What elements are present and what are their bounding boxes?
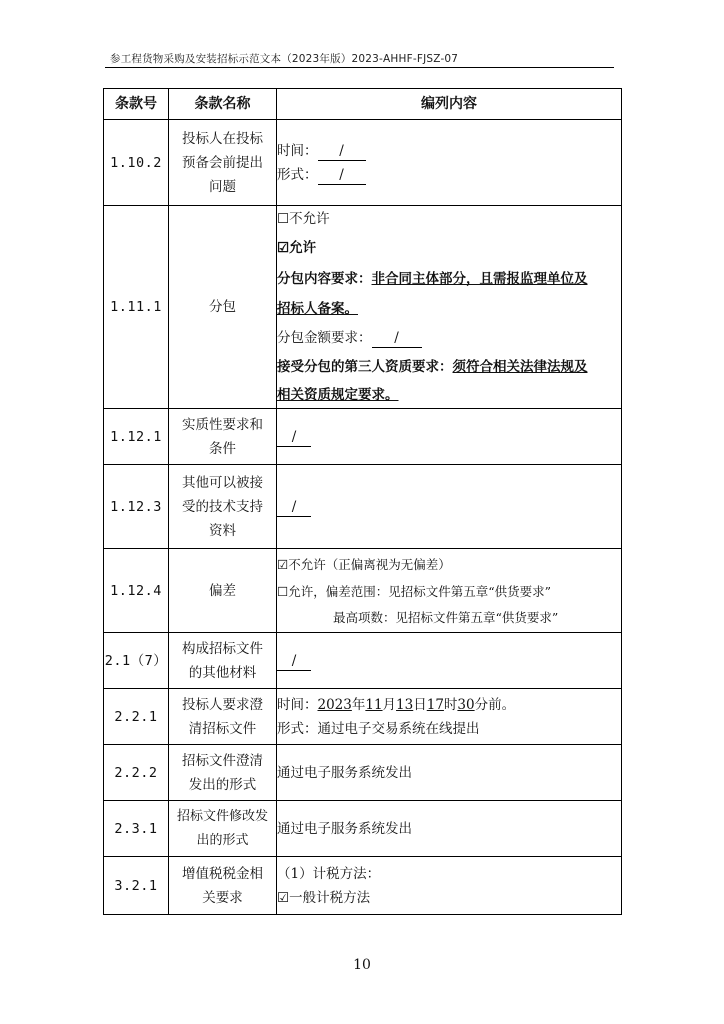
clause-name-line: 的其他材料 xyxy=(188,664,257,681)
page-number: 10 xyxy=(353,957,371,973)
clause-number: 1.10.2 xyxy=(104,120,169,206)
clause-number: 1.12.4 xyxy=(104,549,169,633)
clause-name-line: 增值税税金相 xyxy=(182,865,263,882)
clause-name-line: 问题 xyxy=(209,178,236,195)
clause-name xyxy=(169,633,277,689)
clause-number: 1.12.1 xyxy=(104,409,169,465)
minute-unit: 分前。 xyxy=(474,696,516,713)
checkbox-allowed: ☑允许 xyxy=(277,240,317,256)
day-unit: 日 xyxy=(413,696,427,713)
subcontract-qualification-label: 接受分包的第三人资质要求： xyxy=(277,359,453,375)
subcontract-qualification-value: 须符合相关法律法规及 xyxy=(452,359,588,375)
clause-name-line: 发出的形式 xyxy=(188,776,257,793)
clause-content xyxy=(277,689,622,745)
subcontract-qualification-value-cont: 相关资质规定要求。 xyxy=(277,387,399,403)
time-line xyxy=(277,139,621,163)
subcontract-content-label: 分包内容要求： xyxy=(277,271,372,287)
clause-name-line: 资料 xyxy=(209,522,236,539)
day-value: 13 xyxy=(396,696,414,713)
clause-content xyxy=(277,465,622,549)
table-row xyxy=(104,465,622,549)
subcontract-content-line xyxy=(277,264,621,294)
deviation-not-allowed: ☑不允许（正偏离视为无偏差） xyxy=(277,556,451,572)
clause-number: 2.2.1 xyxy=(104,689,169,745)
table-row xyxy=(104,120,622,206)
time-label: 时间： xyxy=(277,696,318,713)
minute-value: 30 xyxy=(457,696,475,713)
subcontract-amount-value: / xyxy=(372,329,422,348)
tax-method-title: （1）计税方法： xyxy=(277,865,381,882)
clause-name xyxy=(169,745,277,801)
table-row xyxy=(104,633,622,689)
clause-name-line: 招标文件澄清 xyxy=(182,752,263,769)
checkbox-not-allowed: ☐不允许 xyxy=(277,211,330,227)
clause-name xyxy=(169,689,277,745)
form-label: 形式： xyxy=(277,166,318,183)
table-row xyxy=(104,409,622,465)
clause-value: / xyxy=(277,428,311,447)
clause-name-line: 预备会前提出 xyxy=(182,154,263,171)
clause-name-line: 投标人要求澄 xyxy=(182,696,263,713)
hour-value: 17 xyxy=(426,696,444,713)
clause-value: / xyxy=(277,652,311,671)
subcontract-content-value-cont: 招标人备案。 xyxy=(277,301,358,317)
clause-table xyxy=(103,88,622,915)
clause-name-line: 条件 xyxy=(209,440,236,457)
header-rule xyxy=(105,67,614,68)
clause-name-line: 实质性要求和 xyxy=(182,416,263,433)
clause-number: 2.2.2 xyxy=(104,745,169,801)
clause-name-line: 投标人在投标 xyxy=(182,130,263,147)
clause-name: 偏差 xyxy=(169,549,277,633)
clause-name-line: 构成招标文件 xyxy=(182,640,263,657)
form-line xyxy=(277,163,621,187)
tax-method-general: ☑一般计税方法 xyxy=(277,889,371,906)
clause-name xyxy=(169,120,277,206)
clause-number: 1.12.3 xyxy=(104,465,169,549)
clause-name-line: 出的形式 xyxy=(196,832,249,848)
clause-content xyxy=(277,857,622,915)
clause-content xyxy=(277,120,622,206)
form-label: 形式： xyxy=(277,720,318,737)
clause-name-line: 招标文件修改发 xyxy=(176,808,268,824)
clause-name xyxy=(169,801,277,857)
month-unit: 月 xyxy=(382,696,397,713)
clause-name-line: 其他可以被接 xyxy=(182,474,263,491)
subcontract-content-value: 非合同主体部分，且需报监理单位及 xyxy=(371,271,588,287)
form-value: / xyxy=(318,166,366,185)
clause-number: 2.3.1 xyxy=(104,801,169,857)
subcontract-qualification-line xyxy=(277,352,621,382)
col-header-content: 编列内容 xyxy=(277,89,622,120)
clause-name-line: 受的技术支持 xyxy=(182,498,263,515)
clause-number: 2.1（7） xyxy=(104,633,169,689)
table-row xyxy=(104,745,622,801)
clause-content: 通过电子服务系统发出 xyxy=(277,801,622,857)
time-value: / xyxy=(318,142,366,161)
table-row xyxy=(104,857,622,915)
form-line xyxy=(277,717,621,741)
clause-name-line: 清招标文件 xyxy=(188,720,257,737)
form-value: 通过电子交易系统在线提出 xyxy=(317,720,480,737)
clause-content xyxy=(277,409,622,465)
clause-content xyxy=(277,549,622,633)
table-row xyxy=(104,689,622,745)
clause-value: / xyxy=(277,498,311,517)
deviation-max-items: 最高项数：见招标文件第五章“供货要求” xyxy=(333,609,559,625)
year-unit: 年 xyxy=(351,696,366,713)
col-header-clause-name: 条款名称 xyxy=(169,89,277,120)
subcontract-amount-line xyxy=(277,324,621,352)
clause-content xyxy=(277,206,622,409)
table-row xyxy=(104,206,622,409)
month-value: 11 xyxy=(365,696,383,713)
clause-name xyxy=(169,409,277,465)
clause-content: 通过电子服务系统发出 xyxy=(277,745,622,801)
table-row xyxy=(104,549,622,633)
clause-name xyxy=(169,857,277,915)
subcontract-amount-label: 分包金额要求： xyxy=(277,330,372,346)
hour-unit: 时 xyxy=(443,696,458,713)
table-header-row xyxy=(104,89,622,120)
clause-content xyxy=(277,633,622,689)
clause-name xyxy=(169,465,277,549)
deviation-allowed-range: ☐允许，偏差范围：见招标文件第五章“供货要求” xyxy=(277,583,551,599)
deadline-line xyxy=(277,693,621,717)
clause-name: 分包 xyxy=(169,206,277,409)
clause-number: 3.2.1 xyxy=(104,857,169,915)
page-header: 参工程货物采购及安装招标示范文本（2023年版）2023-AHHF-FJSZ-07 xyxy=(110,53,459,65)
year-value: 2023 xyxy=(317,696,352,713)
time-label: 时间： xyxy=(277,142,318,159)
col-header-clause-number: 条款号 xyxy=(104,89,169,120)
clause-number: 1.11.1 xyxy=(104,206,169,409)
clause-name-line: 关要求 xyxy=(202,889,243,906)
table-row xyxy=(104,801,622,857)
